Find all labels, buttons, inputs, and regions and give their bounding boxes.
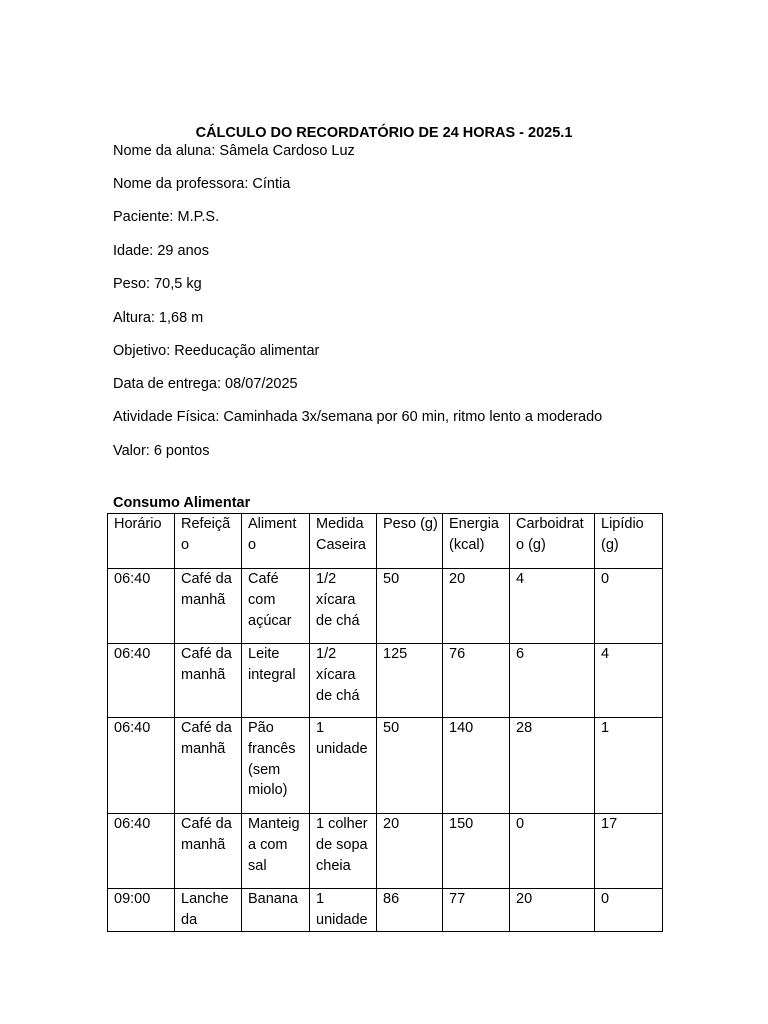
table-row [108,814,663,889]
header-horario: Horário [114,516,162,532]
cell-refeicao [175,814,242,889]
cell-medida [310,569,377,644]
cell-alimento [242,889,310,932]
cell-peso [377,569,443,644]
cell-alimento [242,644,310,718]
cell-text: 1 unidade [316,720,368,757]
cell-energia [443,889,510,932]
cell-text: 06:40 [114,646,151,662]
cell-refeicao [175,718,242,814]
header-energia: Energia (kcal) [449,516,499,553]
cell-lipidio [595,569,663,644]
cell-alimento [242,814,310,889]
cell-text: 1/2 xícara de chá [316,646,360,704]
cell-alimento [242,569,310,644]
cell-text: 6 [516,646,525,662]
info-delivery-date: Data de entrega: 08/07/2025 [113,376,298,392]
cell-text: 50 [383,720,400,736]
info-teacher-name: Nome da professora: Cíntia [113,176,291,192]
header-cell [443,514,510,569]
info-weight: Peso: 70,5 kg [113,276,202,292]
cell-medida [310,814,377,889]
table-row [108,718,663,814]
info-height: Altura: 1,68 m [113,310,204,326]
cell-text: 06:40 [114,816,151,832]
cell-text: 1 unidade [316,891,368,928]
cell-medida [310,718,377,814]
cell-text: 28 [516,720,533,736]
cell-horario [108,718,175,814]
cell-text: 09:00 [114,891,151,907]
cell-carboidrato [510,644,595,718]
cell-carboidrato [510,889,595,932]
cell-carboidrato [510,718,595,814]
cell-text: 140 [449,720,474,736]
cell-text: Café da manhã [181,720,232,757]
cell-text: 76 [449,646,466,662]
cell-lipidio [595,644,663,718]
table-header-row [108,514,663,569]
cell-text: 06:40 [114,720,151,736]
cell-refeicao [175,569,242,644]
header-cell [242,514,310,569]
cell-text: 0 [601,891,610,907]
info-patient: Paciente: M.P.S. [113,209,220,225]
cell-medida [310,644,377,718]
cell-text: 4 [516,571,525,587]
cell-peso [377,814,443,889]
cell-alimento [242,718,310,814]
cell-text: 50 [383,571,400,587]
cell-text: 20 [516,891,533,907]
cell-text: 4 [601,646,610,662]
cell-text: Café da manhã [181,571,232,608]
info-physical-activity: Atividade Física: Caminhada 3x/semana por 60 min, ritmo lento a moderado [113,409,603,425]
cell-refeicao [175,644,242,718]
cell-text: Pão francês (sem miolo) [248,720,296,799]
cell-horario [108,644,175,718]
cell-text: Café da manhã [181,646,232,683]
cell-text: Café com açúcar [248,571,292,629]
cell-text: 77 [449,891,466,907]
cell-peso [377,644,443,718]
cell-lipidio [595,814,663,889]
cell-text: 0 [601,571,610,587]
cell-text: 17 [601,816,618,832]
table-row [108,889,663,932]
cell-text: Manteig a com sal [248,816,300,874]
header-cell [510,514,595,569]
header-cell [175,514,242,569]
food-consumption-table [107,513,663,932]
header-cell [108,514,175,569]
cell-carboidrato [510,814,595,889]
cell-peso [377,889,443,932]
cell-energia [443,718,510,814]
header-peso: Peso (g) [383,516,438,532]
cell-horario [108,569,175,644]
cell-text: 86 [383,891,400,907]
cell-lipidio [595,889,663,932]
table-row [108,644,663,718]
cell-horario [108,814,175,889]
header-alimento: Aliment o [248,516,297,553]
cell-energia [443,644,510,718]
cell-text: 20 [383,816,400,832]
cell-energia [443,814,510,889]
cell-text: 1/2 xícara de chá [316,571,360,629]
section-heading: Consumo Alimentar [113,495,251,511]
cell-text: 125 [383,646,408,662]
header-lipidio: Lipídio (g) [601,516,644,553]
cell-energia [443,569,510,644]
info-age: Idade: 29 anos [113,243,209,259]
header-medida-caseira: Medida Caseira [316,516,366,553]
cell-text: Café da manhã [181,816,232,853]
cell-text: Lanche da [181,891,229,928]
header-cell [377,514,443,569]
header-cell [595,514,663,569]
cell-text: 1 colher de sopa cheia [316,816,368,874]
info-value: Valor: 6 pontos [113,443,210,459]
cell-medida [310,889,377,932]
header-carboidrato: Carboidrat o (g) [516,516,584,553]
cell-text: Banana [248,891,298,907]
info-goal: Objetivo: Reeducação alimentar [113,343,320,359]
cell-peso [377,718,443,814]
cell-text: 1 [601,720,610,736]
cell-text: 06:40 [114,571,151,587]
cell-text: Leite integral [248,646,296,683]
header-refeicao: Refeiçã o [181,516,231,553]
cell-lipidio [595,718,663,814]
info-student-name: Nome da aluna: Sâmela Cardoso Luz [113,143,355,159]
cell-refeicao [175,889,242,932]
cell-carboidrato [510,569,595,644]
cell-horario [108,889,175,932]
cell-text: 150 [449,816,474,832]
cell-text: 20 [449,571,466,587]
page-title: CÁLCULO DO RECORDATÓRIO DE 24 HORAS - 2025.1 [195,125,573,141]
table-row [108,569,663,644]
header-cell [310,514,377,569]
cell-text: 0 [516,816,525,832]
